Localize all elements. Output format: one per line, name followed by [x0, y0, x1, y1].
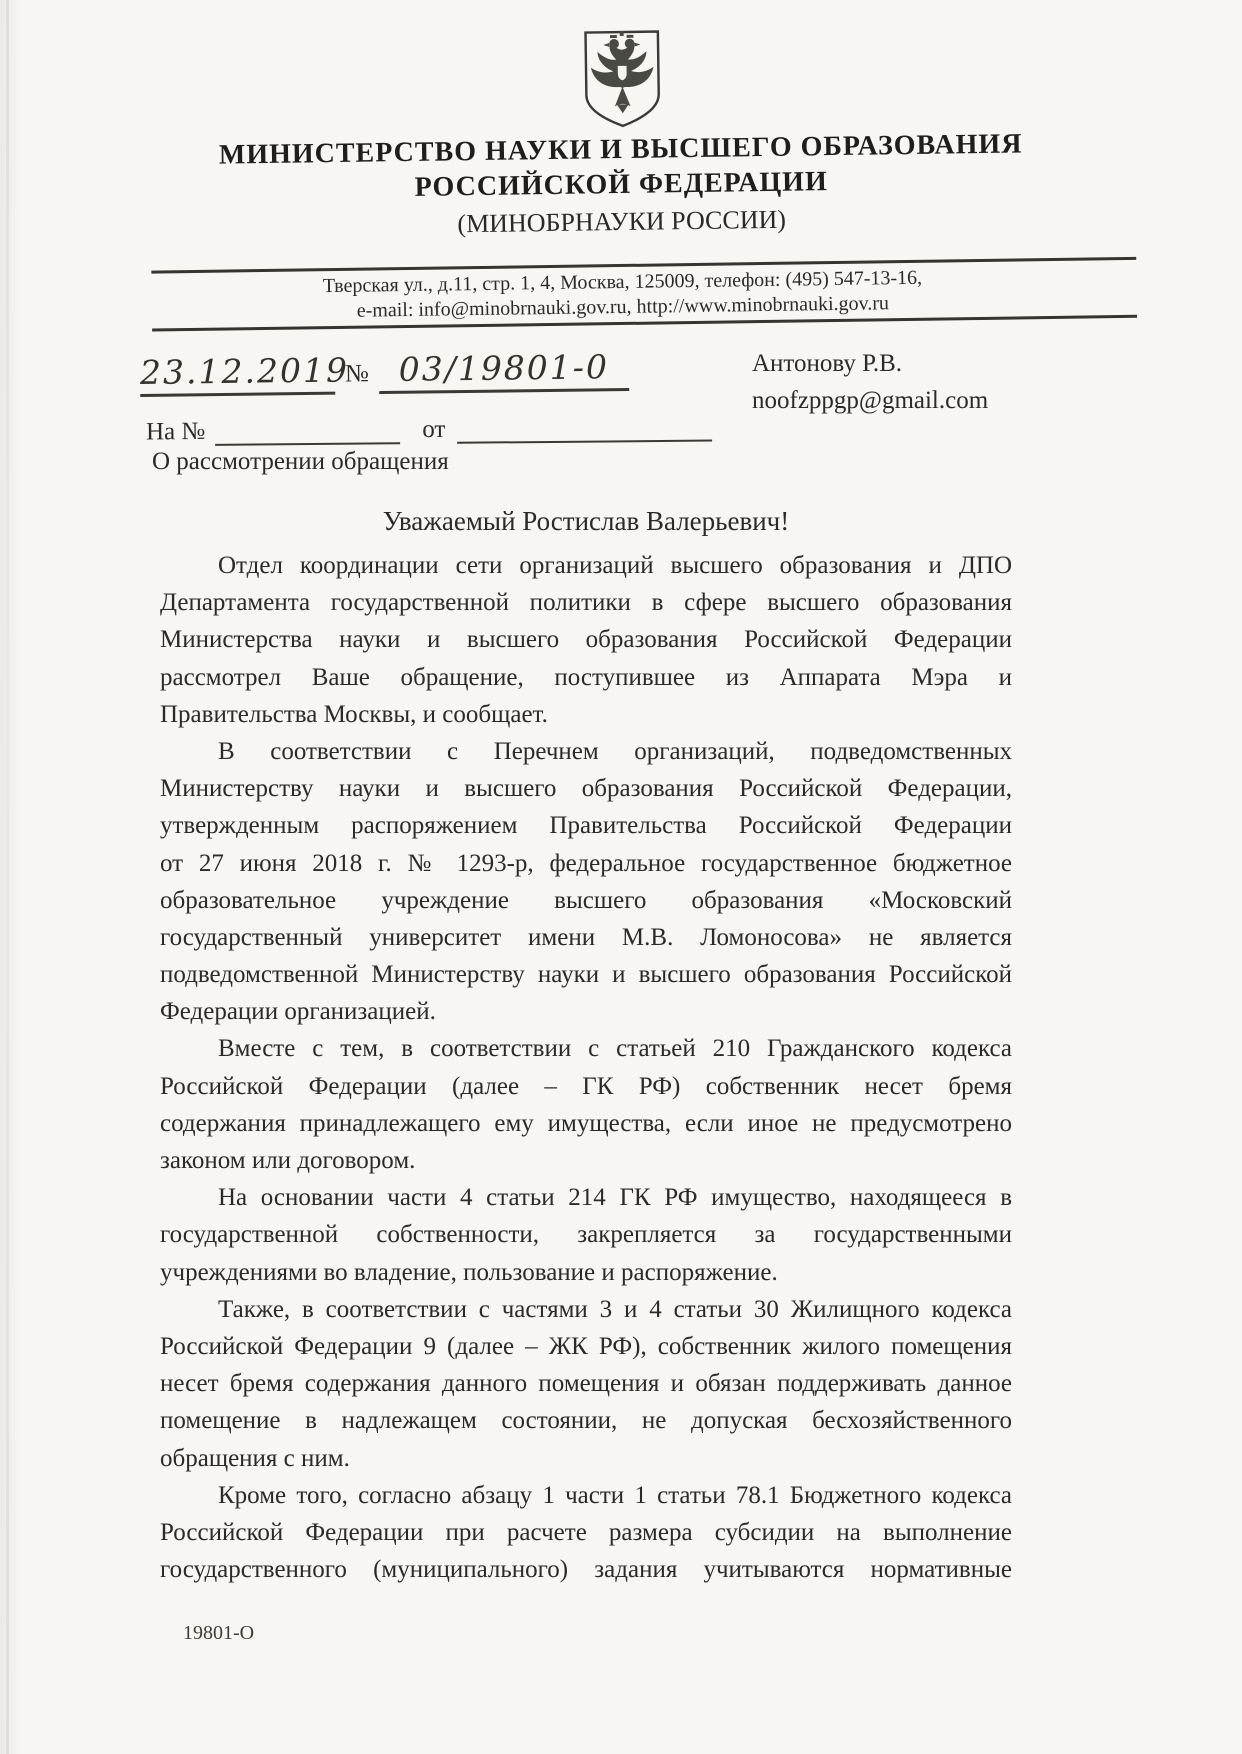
ministry-name-line2: РОССИЙСКОЙ ФЕДЕРАЦИИ	[414, 166, 828, 203]
reference-date-row	[140, 347, 629, 397]
body-line: несет бремя содержания данного помещения и обязан поддерживать данное	[160, 1370, 1012, 1398]
recipient-block	[752, 345, 988, 419]
paragraph	[160, 547, 1012, 733]
body-line: Правительства Москвы, и сообщает.	[160, 700, 548, 728]
reply-reference-row	[146, 410, 713, 447]
subject-line: О рассмотрении обращения	[152, 448, 449, 475]
paragraph	[160, 1291, 1012, 1477]
number-sign-label: №	[344, 360, 370, 388]
ministry-short-name: (МИНОБРНАУКИ РОССИИ)	[457, 204, 787, 239]
body-line: Отдел координации сети организаций высшего образования и ДПО	[218, 552, 1012, 579]
letter-body	[160, 547, 1012, 1588]
recipient-name: Антонову Р.В.	[752, 350, 903, 377]
body-line: образовательное учреждение высшего образования «Московский	[160, 886, 1012, 914]
body-line: Министерства науки и высшего образования Российской Федерации	[160, 626, 1012, 654]
body-line: учреждениями во владение, пользование и распоряжение.	[160, 1258, 778, 1286]
body-line: Федерации организацией.	[160, 998, 436, 1026]
ministry-contacts: e-mail: info@minobrnauki.gov.ru, http://www.minobrnauki.gov.ru	[356, 292, 890, 322]
body-line: государственный университет имени М.В. Ломоносова» не является	[160, 923, 1012, 951]
paragraph	[160, 733, 1012, 1031]
body-line: утвержденным распоряжением Правительства Российской Федерации	[160, 812, 1012, 840]
body-line: государственной собственности, закрепляется за государственными	[160, 1221, 1012, 1249]
paragraph	[160, 1477, 1012, 1589]
ministry-address: Тверская ул., д.11, стр. 1, 4, Москва, 125009, телефон: (495) 547-13-16,	[322, 266, 923, 298]
handwritten-date: 23.12.2019	[140, 351, 336, 397]
body-line: Министерству науки и высшего образования Российской Федерации,	[160, 775, 1012, 803]
ministry-name-line1: МИНИСТЕРСТВО НАУКИ И ВЫСШЕГО ОБРАЗОВАНИЯ	[218, 128, 1023, 171]
body-line: государственного (муниципального) задания учитываются нормативные	[160, 1556, 1012, 1584]
body-line: В соответствии с Перечнем организаций, подведомственных	[218, 737, 1012, 765]
body-line: помещение в надлежащем состоянии, не допуская бесхозяйственного	[160, 1407, 1012, 1435]
body-line: подведомственной Министерству науки и высшего образования Российской	[160, 961, 1012, 989]
body-line: Департамента государственной политики в сфере высшего образования	[160, 589, 1012, 617]
body-line: Также, в соответствии с частями 3 и 4 статьи 30 Жилищного кодекса	[218, 1295, 1012, 1323]
footer-document-code: 19801-О	[183, 1622, 255, 1644]
reply-ot-label: от	[422, 415, 446, 444]
body-line: На основании части 4 статьи 214 ГК РФ имущество, находящееся в	[218, 1184, 1012, 1212]
coat-of-arms-icon	[578, 27, 667, 136]
body-line: Российской Федерации (далее – ГК РФ) собственник несет бремя	[160, 1072, 1012, 1100]
body-line: от 27 июня 2018 г. № 1293-р, федеральное государственное бюджетное	[160, 849, 1012, 877]
body-line: Кроме того, согласно абзацу 1 части 1 статьи 78.1 Бюджетного кодекса	[218, 1481, 1012, 1509]
paragraph	[160, 1030, 1012, 1179]
reply-date-blank	[457, 410, 712, 444]
body-line: законом или договором.	[160, 1147, 416, 1174]
body-line: рассмотрел Ваше обращение, поступившее из Аппарата Мэра и	[160, 663, 1012, 691]
body-line: Российской Федерации 9 (далее – ЖК РФ), собственник жилого помещения	[160, 1332, 1012, 1360]
salutation: Уважаемый Ростислав Валерьевич!	[382, 506, 790, 536]
reply-number-blank	[215, 412, 400, 446]
body-line: Российской Федерации при расчете размера субсидии на выполнение	[160, 1518, 1012, 1546]
body-line: Вместе с тем, в соответствии с статьей 210 Гражданского кодекса	[218, 1035, 1012, 1063]
reply-na-label: На №	[145, 417, 206, 446]
paragraph	[160, 1179, 1012, 1291]
handwritten-outgoing-number: 03/19801-0	[379, 347, 630, 394]
body-line: обращения с ним.	[160, 1444, 350, 1472]
recipient-email: noofzppgp@gmail.com	[752, 387, 989, 414]
body-line: содержания принадлежащего ему имущества, если иное не предусмотрено	[160, 1109, 1012, 1137]
letterhead	[0, 0, 1242, 354]
